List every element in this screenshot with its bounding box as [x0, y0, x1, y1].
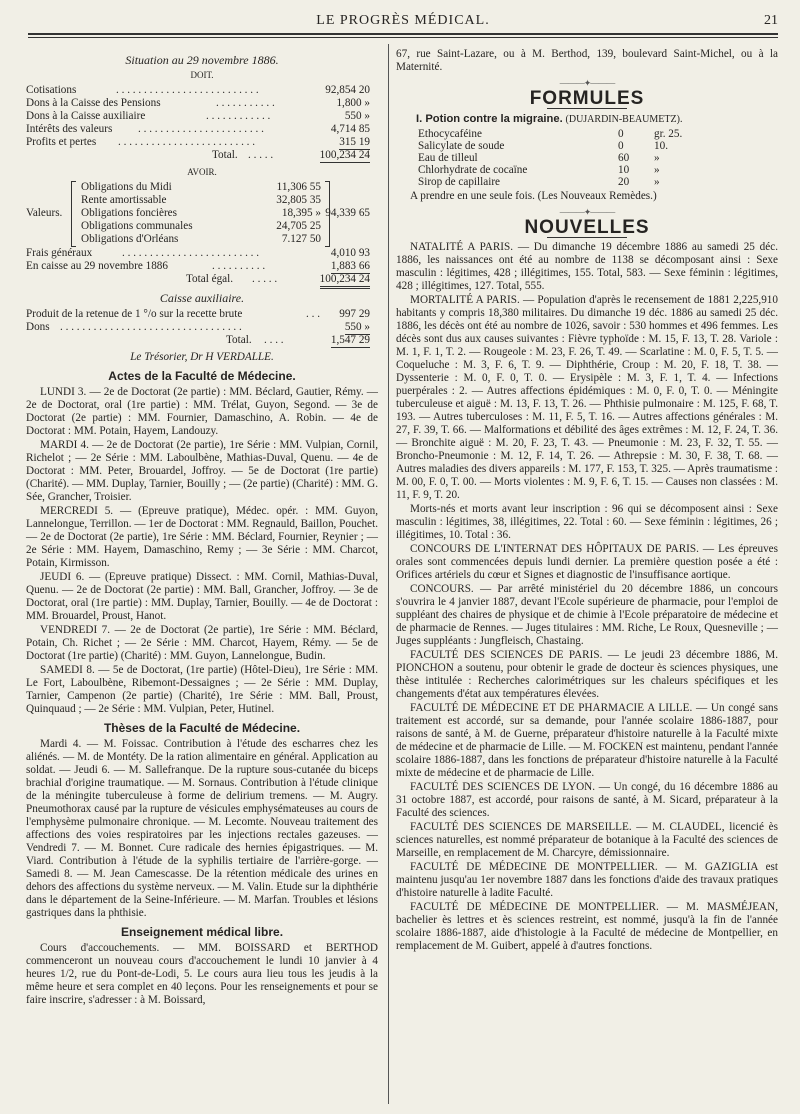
ornament-divider: ———✦———: [559, 207, 615, 217]
nouvelles-title: NOUVELLES: [524, 217, 650, 238]
actes-title: Actes de la Faculté de Médecine.: [108, 369, 296, 383]
valeur-amount: 18,395 »: [281, 207, 321, 219]
valeurs-total: 94,339 65: [325, 207, 370, 219]
table-row: Intérêts des valeurs . . . . . . . . . . . . . . . . . . . . . . . 4,714 85: [26, 123, 370, 135]
header-rule: [28, 33, 778, 35]
page-number: 21: [764, 13, 778, 28]
theses-text: Mardi 4. — M. Foissac. Contribution à l'étude des escharres chez les aliénés. — M. de Montéty. De la ration alimentaire en général. Application au soldat. — Jeudi 6. — M. Sallefranque. De la rupture sous-cutanée du biceps brachial d'origine traumatique. — M. Sornaus. Contribution à l'étude clinique de la méningite tuberculeuse à forme de delirium tremens. — M. Augry. Pneumothorax causé par la rupture de vésicules emphysémateuses au cours de l'emphysème pulmonaire chronique. — M. Lecomte. Nouveau traitement des affections des voies respiratoires par les injections rectales gazeuses. — Vendredi 7. — M. Bonnet. Cure radicale des hernies épigastriques. — M. Viard. Contribution à l'étude de la syphilis tertiaire de l'arrière-gorge. — Samedi 8. — M. Jean Camescasse. De la rétention médicale des urines en dehors des affections du système nerveux. — M. Valin. Etude sur la diphthérie dans le département de la Seine-Inférieure. — M. Marfan. Troubles et lésions gastriques dans la phthisie.: [26, 738, 378, 919]
valeur-label: Obligations communales: [81, 220, 193, 232]
continued-text: 67, rue Saint-Lazare, ou à M. Berthod, 139, boulevard Saint-Michel, ou à la Maternité.: [396, 48, 778, 73]
total-row: Total. . . . . 1,547 29: [226, 334, 370, 346]
news-paragraph: FACULTÉ DES SCIENCES DE MARSEILLE. — M. CLAUDEL, licencié ès sciences naturelles, est nommé préparateur de botanique à la Faculté des sciences de Marseille, en remplacement de M. Charcyre, démissionnaire.: [396, 821, 778, 859]
news-paragraph: NATALITÉ A PARIS. — Du dimanche 19 décembre 1886 au samedi 25 déc. 1886, les naissances ont été au nombre de 1138 se décomposant ainsi : Sexe masculin : légitimes, 428 ; illégitimes, 155. Total, 583. — Sexe féminin : légitimes, 428 ; illégitimes, 127. Total, 555.: [396, 241, 778, 292]
valeur-label: Obligations du Midi: [81, 181, 172, 193]
total-row: Total égal. . . . . . 100,234 24: [26, 273, 378, 286]
left-brace: [71, 181, 76, 247]
valeur-label: Obligations d'Orléans: [81, 233, 179, 245]
table-row: Dons à la Caisse des Pensions . . . . . . . . . . . 1,800 »: [26, 97, 370, 109]
doit-table: [26, 84, 378, 162]
actes-paragraph: SAMEDI 8. — 5e de Doctorat, (1re partie) (Hôtel-Dieu), 1re Série : MM. Le Fort, Laboulbène, Ribemont-Dessaignes ; — 2e Série : MM. Duplay, Tarnier, Campenon (2e partie) (Charité), 1re Série : MM. Ball, Proust, Quinquaud ; — 2e Série : MM. Vulpian, Peter, Hutinel.: [26, 664, 378, 715]
table-row: Salicylate de soude 0 10.: [418, 140, 668, 152]
avoir-label: AVOIR.: [187, 167, 217, 177]
news-paragraph: Morts-nés et morts avant leur inscription : 96 qui se décomposent ainsi : Sexe masculin : légitimes, 38, illégitimes, 22. Total : 60. — Sexe féminin : légitimes, 26 ; illégitimes, 10. Total : 36.: [396, 503, 778, 541]
situation-title: Situation au 29 novembre 1886.: [125, 53, 279, 67]
aux-title: Caisse auxiliaire.: [159, 291, 245, 305]
news-paragraph: FACULTÉ DE MÉDECINE ET DE PHARMACIE A LILLE. — Un congé sans traitement est accordé, sur sa demande, pour l'année scolaire 1886-1887, pour raisons de santé, à M. de Guerne, préparateur d'histoire naturelle à la Faculté mixte de médecine et de pharmacie de Lille. — M. FOCKEN est maintenu, pendant l'année scolaire 1886-1887, dans les fonctions de préparateur d'histoire naturelle à la Faculté mixte de médecine et de pharmacie de Lille.: [396, 702, 778, 779]
actes-paragraph: MARDI 4. — 2e de Doctorat (2e partie), 1re Série : MM. Vulpian, Cornil, Richelot ; — 2e Série : MM. Laboulbène, Mathias-Duval, Quenu. — 4e de Doctorat : MM. Peter, Brouardel, Joffroy. — 5e de Doctorat (1re partie) (Charité). — MM. Duplay, Tarnier, Bouilly ; — (2e partie) (Charité) : MM. G. Sée, Grancher, Troisier.: [26, 439, 378, 503]
column-divider: [388, 44, 389, 1104]
total-row: Total. . . . . . 100,234 24: [212, 149, 370, 161]
doit-label: DOIT.: [190, 70, 214, 80]
valeur-label: Obligations foncières: [81, 207, 178, 219]
valeur-amount: 32,805 35: [276, 194, 321, 206]
formula-table: [396, 128, 778, 188]
table-row: Dons . . . . . . . . . . . . . . . . . . . . . . . . . . . . . . . . . 550 »: [26, 321, 370, 333]
news-paragraph: FACULTÉ DES SCIENCES DE LYON. — Un congé, du 16 décembre 1886 au 31 octobre 1887, est accordé, pour raisons de santé, à M. Sicard, préparateur à la Faculté des sciences.: [396, 781, 778, 819]
right-column: [396, 46, 778, 1108]
theses-title: Thèses de la Faculté de Médecine.: [103, 721, 301, 735]
ornament-divider: ———✦———: [559, 78, 615, 88]
valeurs-block: [26, 181, 378, 247]
table-row: Dons à la Caisse auxiliaire . . . . . . . . . . . . 550 »: [26, 110, 370, 122]
formules-title: FORMULES: [529, 88, 645, 109]
actes-paragraph: MERCREDI 5. — (Epreuve pratique), Médec. opér. : MM. Guyon, Lannelongue, Terrillon. — 1er de Doctorat : MM. Regnauld, Baillon, Pouchet. — 2e de Doctorat (2e partie), 1re Série : MM. Béclard, Fournier, Reynier ; — 2e Série : MM. Hayem, Damaschino, Remy ; — 3e Série : MM. Charcot, Potain, Kirmisson.: [26, 505, 378, 569]
actes-paragraph: VENDREDI 7. — 2e de Doctorat (2e partie), 1re Série : MM. Béclard, Potain, Ch. Richet ; — 2e Série : MM. Charcot, Hayem, Rémy. — 5e de Doctorat (1re partie) (Charité) : MM. Guyon, Lannelongue, Budin.: [26, 624, 378, 662]
valeurs-label: Valeurs.: [26, 207, 63, 219]
table-row: En caisse au 29 novembre 1886 . . . . . . . . . . 1,883 66: [26, 260, 370, 272]
table-row: Cotisations . . . . . . . . . . . . . . . . . . . . . . . . . . 92,854 20: [26, 84, 370, 96]
valeur-label: Rente amortissable: [81, 194, 167, 206]
header-rule-thin: [28, 37, 778, 38]
formule-note: A prendre en une seule fois. (Les Nouveaux Remèdes.): [410, 190, 657, 202]
page-header: [28, 12, 778, 32]
table-row: Sirop de capillaire 20 »: [418, 176, 660, 188]
valeur-amount: 7.127 50: [281, 233, 321, 245]
journal-title: LE PROGRÈS MÉDICAL.: [316, 13, 490, 28]
enseignement-title: Enseignement médical libre.: [120, 925, 284, 939]
valeur-amount: 11,306 55: [276, 181, 321, 193]
table-row: Eau de tilleul 60 »: [418, 152, 660, 164]
valeur-amount: 24,705 25: [276, 220, 321, 232]
actes-paragraph: LUNDI 3. — 2e de Doctorat (2e partie) : MM. Béclard, Gautier, Rémy. — 2e de Doctorat, oral (1re partie) : MM. Trélat, Guyon, Segond. — 3e de Doctorat (2e partie) : MM. Fournier, Damaschino, A. Robin. — 4e de Doctorat : MM. Potain, Hayem, Landouzy.: [26, 386, 378, 437]
news-paragraph: CONCOURS DE L'INTERNAT DES HÔPITAUX DE PARIS. — Les épreuves orales sont commencées depuis lundi dernier. La première question posée a été : Orifices artériels du cœur et Signes et diagnostic de l'insuffisance aortique.: [396, 543, 778, 581]
news-paragraph: FACULTÉ DE MÉDECINE DE MONTPELLIER. — M. GAZIGLIA est maintenu jusqu'au 1er novembre 1887 dans les fonctions d'aide des travaux pratiques d'histoire naturelle à ladite Faculté.: [396, 861, 778, 899]
table-row: Produit de la retenue de 1 °/o sur la recette brute . . . 997 29: [26, 308, 370, 320]
actes-paragraph: JEUDI 6. — (Epreuve pratique) Dissect. : MM. Cornil, Mathias-Duval, Quenu. — 2e de Doctorat (2e partie) : MM. Ball, Grancher, Joffroy. — 3e de Doctorat, oral (1re partie) : MM. Duplay, Tarnier, Bouilly. — 4e de Doctorat : MM. Brouardel, Proust, Hanot.: [26, 571, 378, 622]
news-paragraph: CONCOURS. — Par arrêté ministériel du 20 décembre 1886, un concours s'ouvrira le 4 janvier 1887, devant l'Ecole supérieure de pharmacie, pour l'emploi de suppléant des chaires de physique et de chimie à l'Ecole préparatoire de médecine et de pharmacie de Rennes. — Juges titulaires : MM. Riche, Le Roux, Quesneville ; — Juges suppléants : Jungfleisch, Chastaing.: [396, 583, 778, 647]
table-row: Profits et pertes . . . . . . . . . . . . . . . . . . . . . . . . . 315 19: [26, 136, 370, 148]
news-paragraph: MORTALITÉ A PARIS. — Population d'après le recensement de 1881 2,225,910 habitants y compris 18,380 militaires. Du dimanche 19 déc. 1886 au samedi 25 déc. 1886, les décès ont été au nombre de 1026, savoir : 530 hommes et 496 femmes. Les décès sont dus aux causes suivantes : Fièvre typhoïde : M. 15, F. 13, T. 28. Variole : M. 1, F. 1, T. 2. — Rougeole : M. 23, F. 26, T. 49. — Scarlatine : M. 0, F. 5, T. 5. — Coqueluche : M. 3, F. 6, T. 9. — Diphthérie, Croup : M. 20, F. 18, T. 38. — Dyssenterie : M. 0, F. 0, T. 0. — Erysipèle : M. 3, F. 1, T. 4. — Infections puerpérales : 2. — Autres affections épidémiques : M. 0, F. 0, T. 0. — Méningite tuberculeuse et aiguë : M. 13, F. 13, T. 26. — Phthisie pulmonaire : M. 125, F. 68, T. 193. — Autres tuberculoses : M. 11, F. 5, T. 16. — Autres affections générales : M. 27, F. 39, T. 66. — Malformations et débilité des âges extrêmes : M. 12, F. 24, T. 36. — Bronchite aiguë : M. 20, F. 23, T. 43. — Pneumonie : M. 23, F. 32, T. 55. — Broncho-Pneumonie : M. 12, F. 14, T. 26. — Athrepsie : M. 30, F. 38, T. 68. — Autres maladies des divers appareils : M. 177, F. 153, T. 325. — Après traumatisme : M. 00, F. 0, T. 00. — Morts violentes : M. 9, F. 6, T. 15. — Causes non classées : M. 11, F. 9, T. 20.: [396, 294, 778, 501]
formule-source: (DUJARDIN-BEAUMETZ).: [565, 114, 683, 125]
table-row: Frais généraux . . . . . . . . . . . . . . . . . . . . . . . . . 4,010 93: [26, 247, 370, 259]
news-paragraph: FACULTÉ DE MÉDECINE DE MONTPELLIER. — M. MASMÉJEAN, bachelier ès lettres et ès sciences restreint, est nommé, jusqu'à la fin de l'année scolaire 1886-1887, aide d'histologie à la Faculté de médecine de Montpellier, en remplacement de M. Guibert, appelé à d'autres fonctions.: [396, 901, 778, 952]
news-paragraph: FACULTÉ DES SCIENCES DE PARIS. — Le jeudi 23 décembre 1886, M. PIONCHON a soutenu, pour obtenir le grade de docteur ès sciences physiques, une thèse intitulée : Recherches calorimétriques sur les chaleurs spécifiques et les changements d'état aux températures élevées.: [396, 649, 778, 700]
treasurer-signature: Le Trésorier, Dr H VERDALLE.: [130, 351, 274, 363]
table-row: Chlorhydrate de cocaïne 10 »: [418, 164, 660, 176]
formule-subtitle: I. Potion contre la migraine.: [416, 113, 563, 125]
left-column: [26, 46, 378, 1108]
table-row: Ethocycaféine 0 gr. 25.: [418, 128, 683, 140]
enseignement-text: Cours d'accouchements. — MM. BOISSARD et BERTHOD commenceront un nouveau cours d'accouchement le lundi 10 janvier à 4 heures 1/2, rue du Pont-de-Lodi, 5. Le cours aura lieu tous les jeudis à la même heure et sera complet en 40 leçons. Pour les renseignements et pour se faire inscrire, s'adresser : à M. Boissard,: [26, 942, 378, 1006]
